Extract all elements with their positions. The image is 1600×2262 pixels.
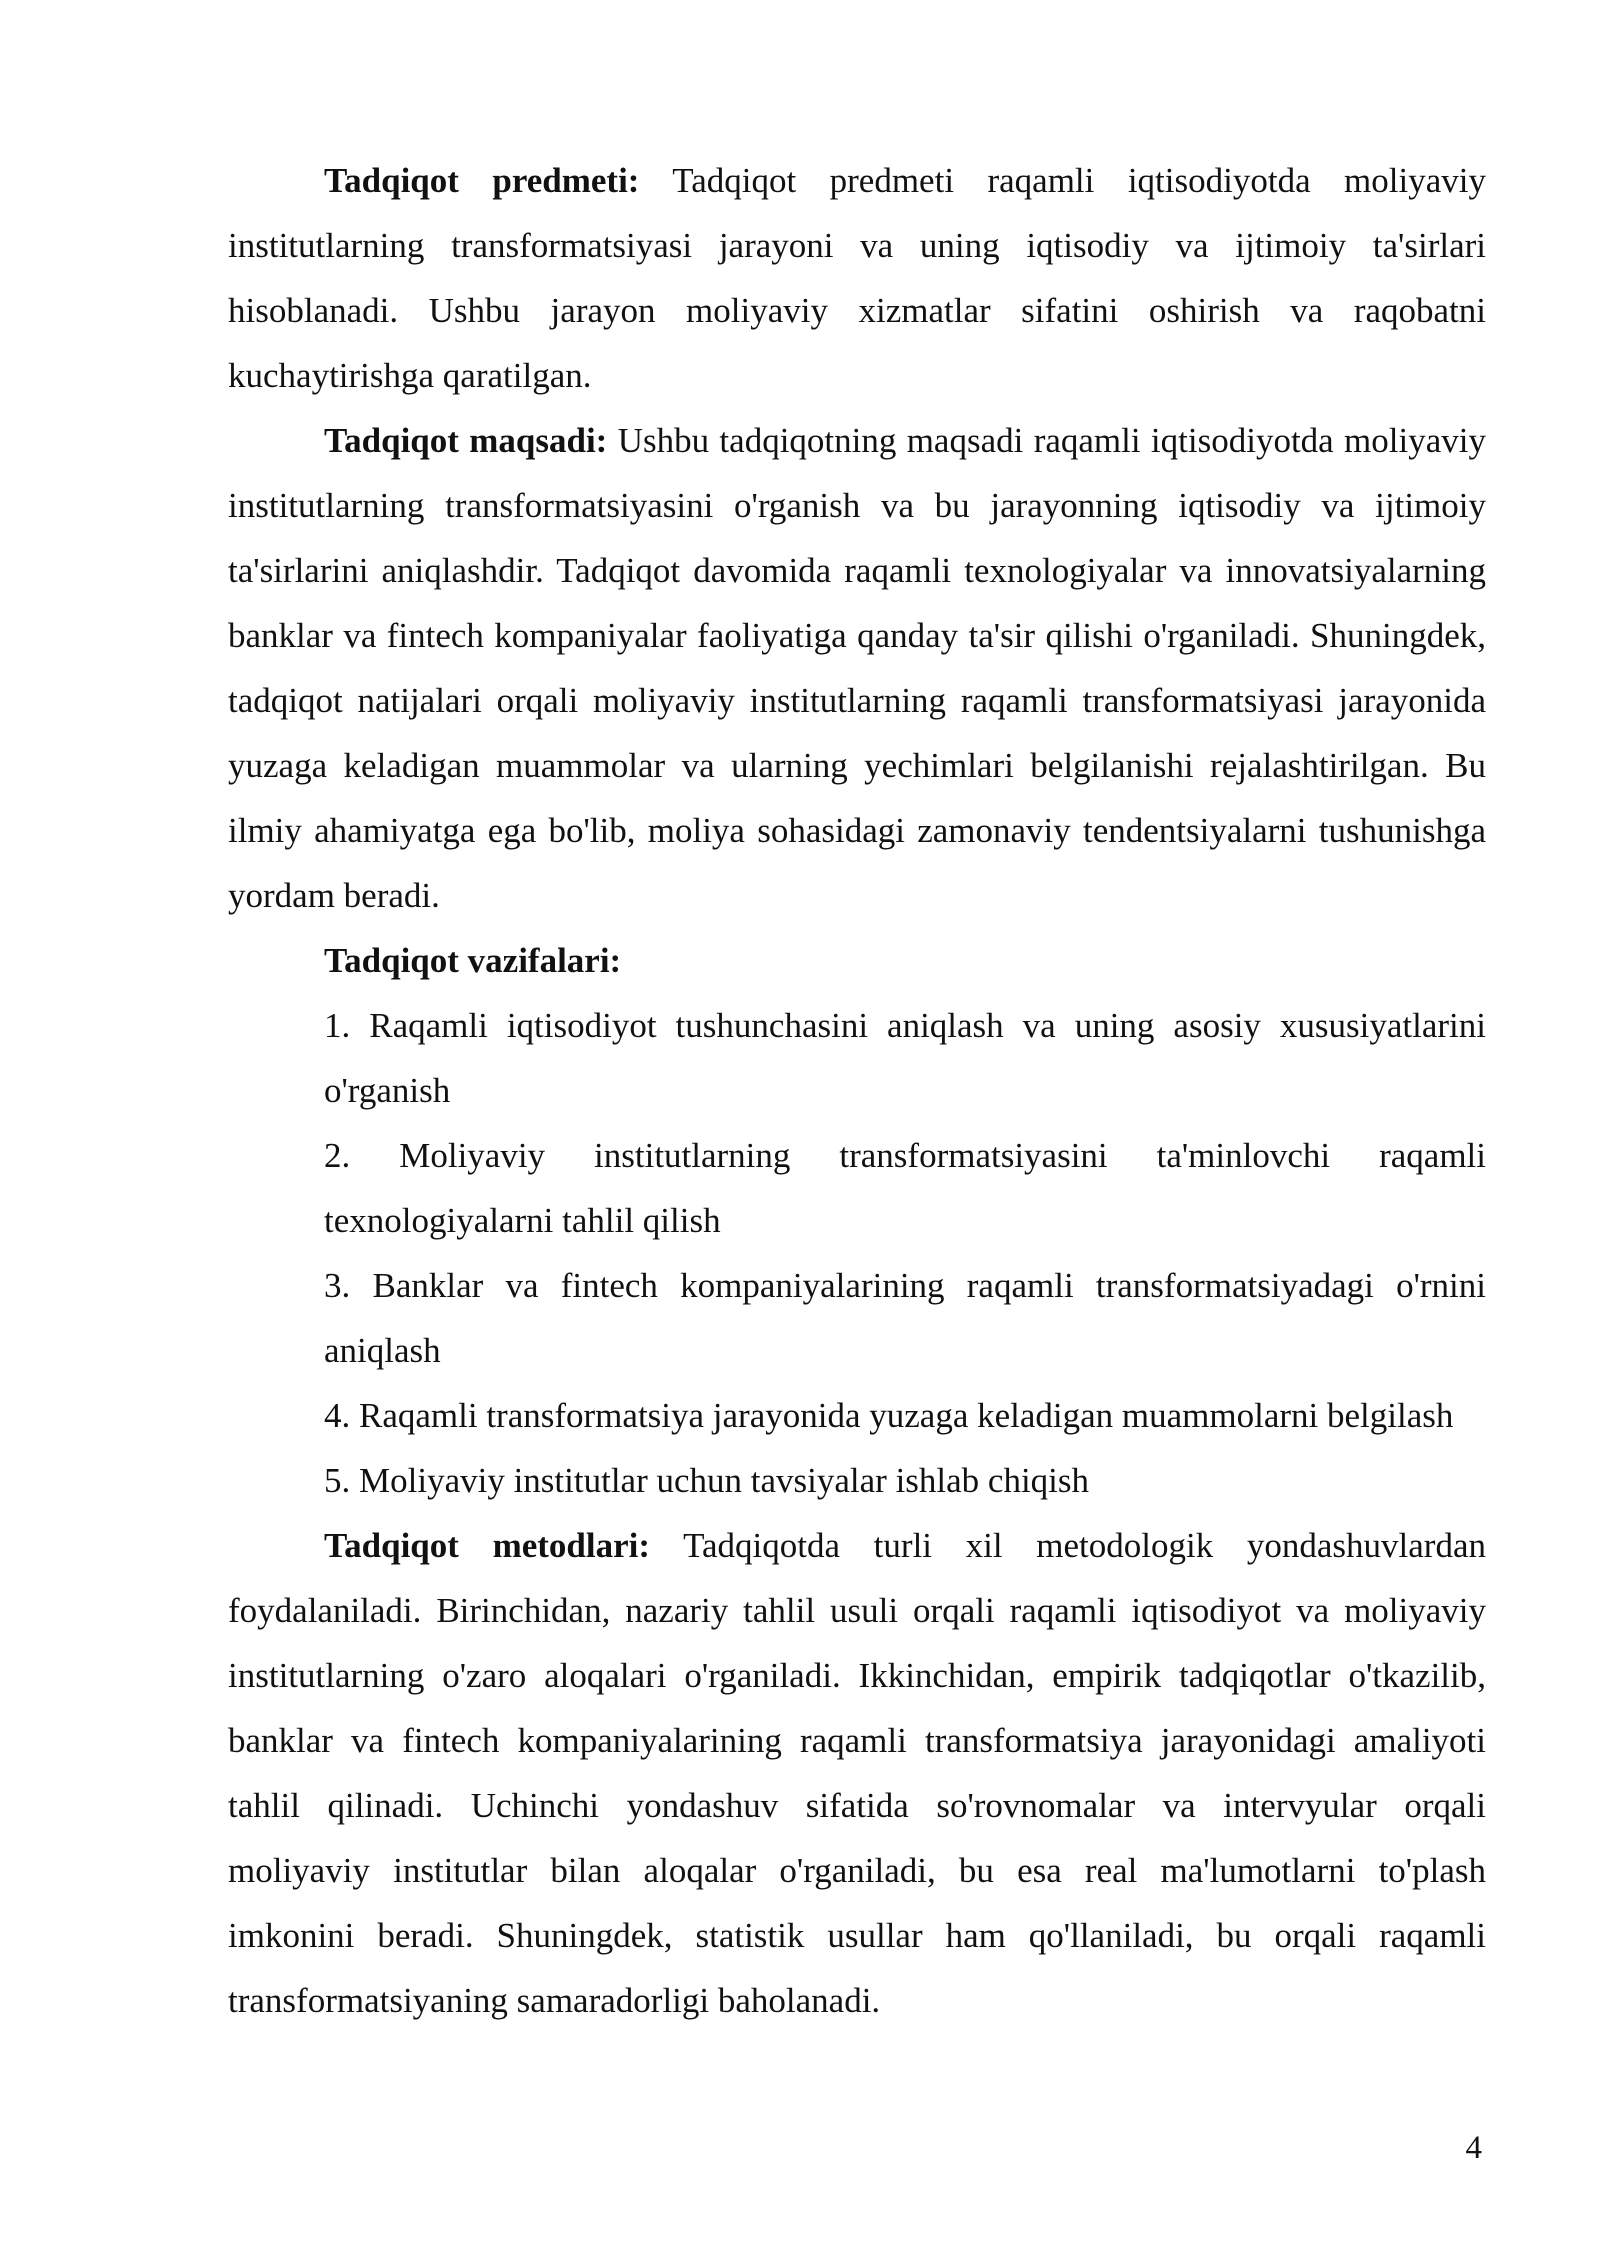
paragraph-vazifalari xyxy=(228,928,1486,993)
text-maqsadi: Ushbu tadqiqotning maqsadi raqamli iqtisodiyotda moliyaviy institutlarning transformatsiyasini o'rganish va bu jarayonning iqtisodiy va ijtimoiy ta'sirlarini aniqlashdir. Tadqiqot davomida raqamli texnologiyalar va innovatsiyalarning banklar va fintech kompaniyalar faoliyatiga qanday ta'sir qilishi o'rganiladi. Shuningdek, tadqiqot natijalari orqali moliyaviy institutlarning raqamli transformatsiyasi jarayonida yuzaga keladigan muammolar va ularning yechimlari belgilanishi rejalashtirilgan. Bu ilmiy ahamiyatga ega bo'lib, moliya sohasidagi zamonaviy tendentsiyalarni tushunishga yordam beradi. xyxy=(228,421,1486,915)
text-predmeti: Tadqiqot predmeti raqamli iqtisodiyotda moliyaviy institutlarning transformatsiyasi jarayoni va uning iqtisodiy va ijtimoiy ta'sirlari hisoblanadi. Ushbu jarayon moliyaviy xizmatlar sifatini oshirish va raqobatni kuchaytirishga qaratilgan. xyxy=(228,161,1486,395)
list-item: 2. Moliyaviy institutlarning transformatsiyasini ta'minlovchi raqamli texnologiyalarni tahlil qilish xyxy=(324,1136,1486,1240)
document-page xyxy=(228,148,1486,2033)
list-item: 4. Raqamli transformatsiya jarayonida yuzaga keladigan muammolarni belgilash xyxy=(324,1396,1454,1435)
list-item: 5. Moliyaviy institutlar uchun tavsiyalar ishlab chiqish xyxy=(324,1461,1090,1500)
list-item: 1. Raqamli iqtisodiyot tushunchasini aniqlash va uning asosiy xususiyatlarini o'rganish xyxy=(324,1006,1486,1110)
list-item: 3. Banklar va fintech kompaniyalarining raqamli transformatsiyadagi o'rnini aniqlash xyxy=(324,1266,1486,1370)
text-metodlari: Tadqiqotda turli xil metodologik yondashuvlardan foydalaniladi. Birinchidan, nazariy tahlil usuli orqali raqamli iqtisodiyot va moliyaviy institutlarning o'zaro aloqalari o'rganiladi. Ikkinchidan, empirik tadqiqotlar o'tkazilib, banklar va fintech kompaniyalarining raqamli transformatsiya jarayonidagi amaliyoti tahlil qilinadi. Uchinchi yondashuv sifatida so'rovnomalar va intervyular orqali moliyaviy institutlar bilan aloqalar o'rganiladi, bu esa real ma'lumotlarni to'plash imkonini beradi. Shuningdek, statistik usullar ham qo'llaniladi, bu orqali raqamli transformatsiyaning samaradorligi baholanadi. xyxy=(228,1526,1486,2020)
heading-metodlari: Tadqiqot metodlari: xyxy=(324,1526,651,1565)
heading-predmeti: Tadqiqot predmeti: xyxy=(324,161,640,200)
heading-vazifalari: Tadqiqot vazifalari: xyxy=(324,941,622,980)
paragraph-maqsadi xyxy=(228,408,1486,928)
heading-maqsadi: Tadqiqot maqsadi: xyxy=(324,421,608,460)
page-number: 4 xyxy=(1465,2130,1482,2166)
paragraph-metodlari xyxy=(228,1513,1486,2033)
paragraph-predmeti xyxy=(228,148,1486,408)
